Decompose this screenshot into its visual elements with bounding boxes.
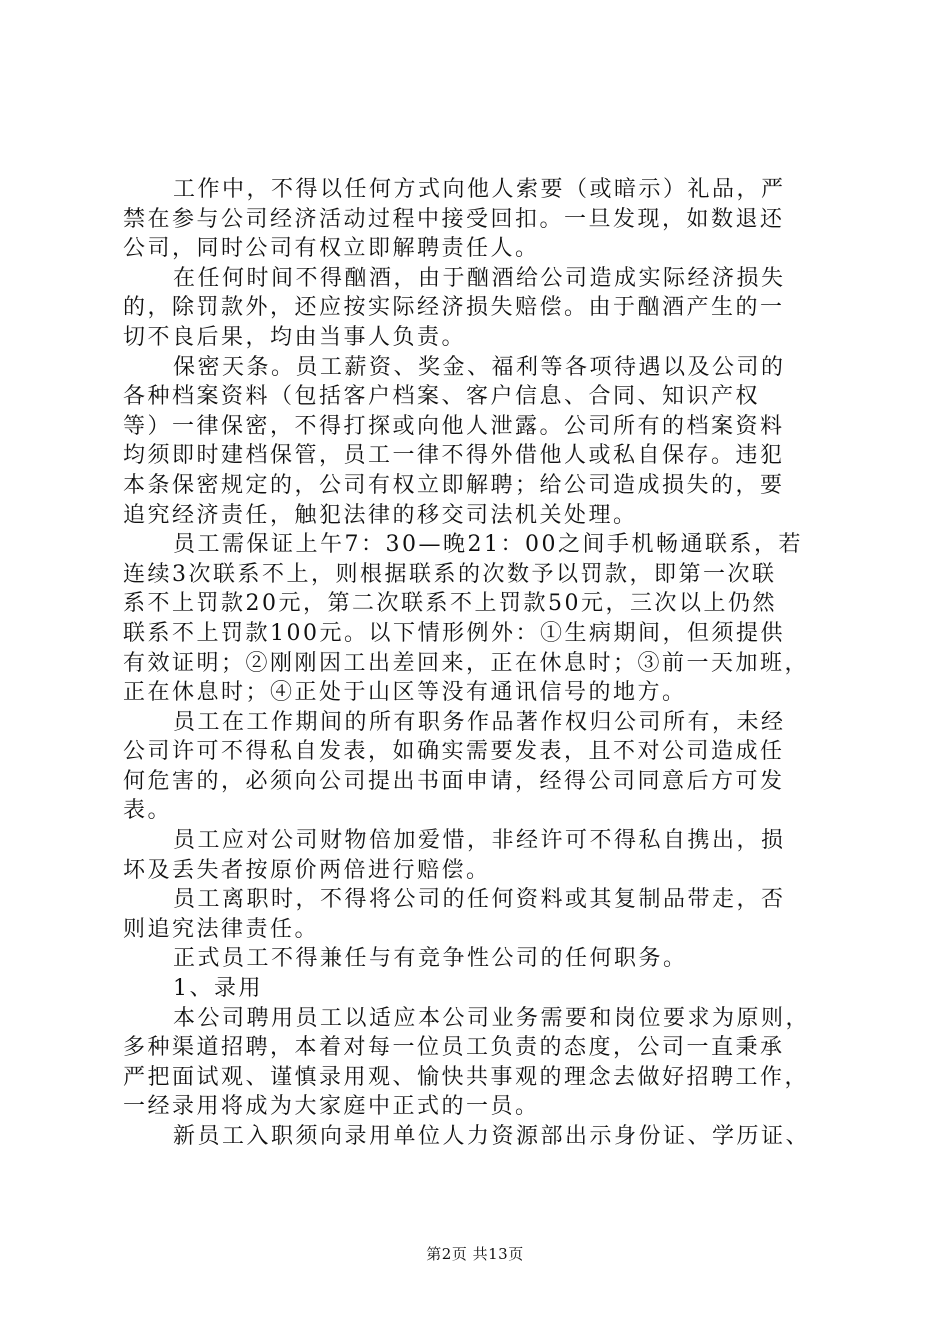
- text-line: 正在休息时；④正处于山区等没有通讯信号的地方。: [123, 680, 687, 706]
- paragraph: [123, 264, 843, 353]
- text-line: 各种档案资料（包括客户档案、客户信息、合同、知识产权: [123, 384, 761, 410]
- text-line: 严把面试观、谨慎录用观、愉快共事观的理念去做好招聘工作，: [123, 1064, 810, 1090]
- paragraph: [123, 1004, 843, 1122]
- text-line: 则追究法律责任。: [123, 916, 320, 942]
- paragraph: [123, 708, 843, 826]
- paragraph: [123, 944, 843, 974]
- text-line: 等）一律保密，不得打探或向他人泄露。公司所有的档案资料: [123, 413, 785, 439]
- text-line: 员工需保证上午7：30—晚21：00之间手机畅通联系，若: [173, 532, 803, 558]
- text-line: 新员工入职须向录用单位人力资源部出示身份证、学历证、: [173, 1124, 811, 1149]
- page-number-footer: 第2页 共13页: [426, 1245, 524, 1263]
- text-line: 有效证明；②刚刚因工出差回来，正在休息时；③前一天加班，: [123, 650, 810, 676]
- text-line: 表。: [123, 798, 173, 824]
- text-line: 系不上罚款20元，第二次联系不上罚款50元，三次以上仍然: [123, 591, 777, 617]
- paragraph: [123, 885, 843, 944]
- text-line: 员工应对公司财物倍加爱惜，非经许可不得私自携出，损: [173, 828, 786, 854]
- text-line: 禁在参与公司经济活动过程中接受回扣。一旦发现，如数退还: [123, 206, 785, 232]
- text-line: 在任何时间不得酗酒，由于酗酒给公司造成实际经济损失: [173, 265, 786, 291]
- text-line: 保密天条。员工薪资、奖金、福利等各项待遇以及公司的: [173, 354, 786, 380]
- paragraph: [123, 175, 843, 264]
- text-line: 本公司聘用员工以适应本公司业务需要和岗位要求为原则，: [173, 1005, 811, 1031]
- text-line: 切不良后果，均由当事人负责。: [123, 324, 467, 350]
- paragraph: [123, 530, 843, 708]
- text-line: 工作中，不得以任何方式向他人索要（或暗示）礼品，严: [173, 177, 786, 202]
- text-line: 追究经济责任，触犯法律的移交司法机关处理。: [123, 502, 638, 528]
- paragraph: [123, 353, 843, 531]
- text-line: 的，除罚款外，还应按实际经济损失赔偿。由于酗酒产生的一: [123, 295, 785, 321]
- text-line: 员工离职时，不得将公司的任何资料或其复制品带走，否: [173, 887, 786, 913]
- paragraph: [123, 1122, 843, 1152]
- text-line: 员工在工作期间的所有职务作品著作权归公司所有，未经: [173, 709, 786, 735]
- text-line: 多种渠道招聘，本着对每一位员工负责的态度，公司一直秉承: [123, 1035, 785, 1061]
- text-line: 公司，同时公司有权立即解聘责任人。: [123, 236, 540, 262]
- text-line: 何危害的，必须向公司提出书面申请，经得公司同意后方可发: [123, 768, 785, 794]
- text-line: 坏及丢失者按原价两倍进行赔偿。: [123, 857, 491, 883]
- text-line: 正式员工不得兼任与有竞争性公司的任何职务。: [173, 946, 688, 972]
- paragraph: [123, 826, 843, 885]
- text-line: 公司许可不得私自发表，如确实需要发表，且不对公司造成任: [123, 739, 785, 765]
- section-heading: [123, 974, 843, 1004]
- text-line: 本条保密规定的，公司有权立即解聘；给公司造成损失的，要: [123, 472, 785, 498]
- document-body: [123, 175, 843, 1152]
- text-line: 联系不上罚款100元。以下情形例外：①生病期间，但须提供: [123, 620, 785, 646]
- text-line: 一经录用将成为大家庭中正式的一员。: [123, 1094, 540, 1120]
- text-line: 均须即时建档保管，员工一律不得外借他人或私自保存。违犯: [123, 443, 785, 469]
- text-line: 1、录用: [173, 976, 263, 1002]
- text-line: 连续3次联系不上，则根据联系的次数予以罚款，即第一次联: [123, 561, 777, 587]
